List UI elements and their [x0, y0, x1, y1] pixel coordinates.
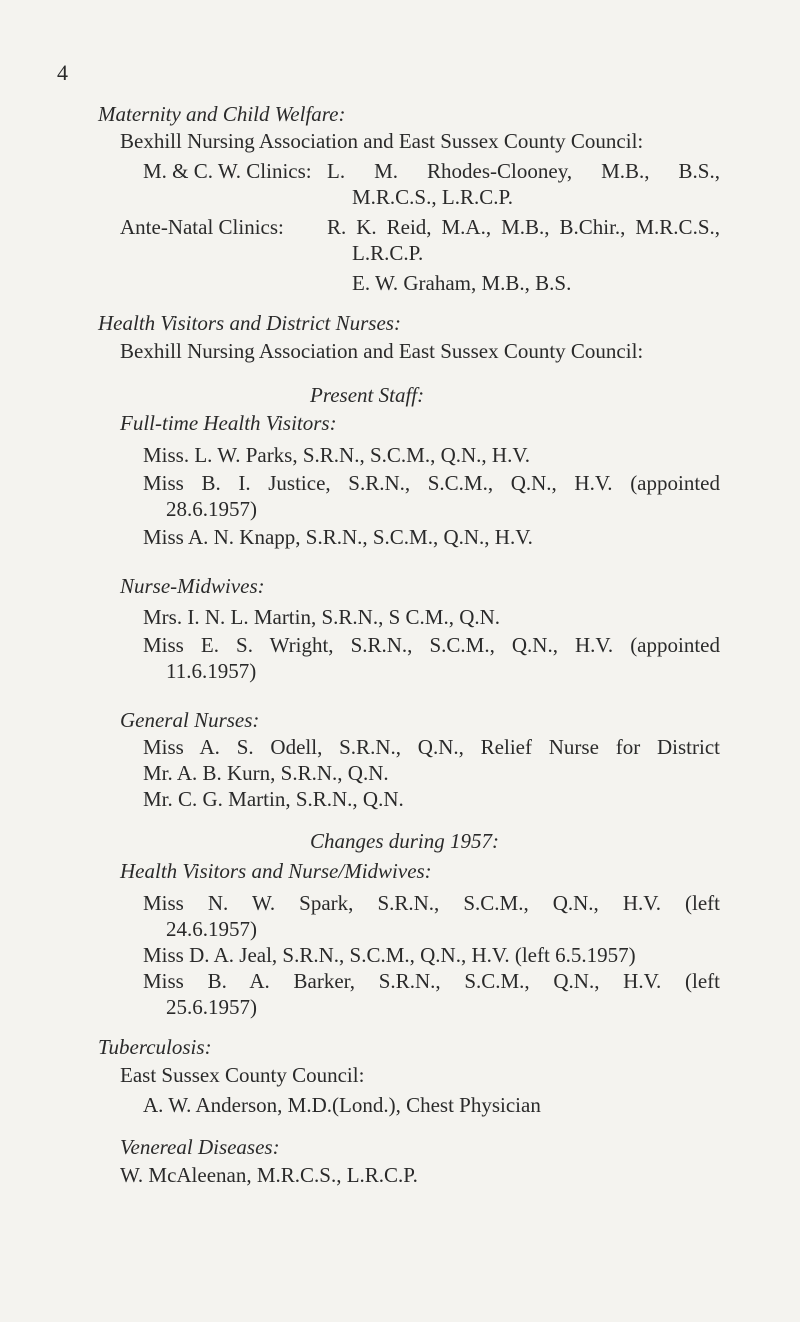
general-heading: General Nurses:	[120, 708, 260, 732]
tuberculosis-provider: East Sussex County Council:	[120, 1063, 365, 1087]
change-line: Miss D. A. Jeal, S.R.N., S.C.M., Q.N., H.V. (left 6.5.1957)	[143, 943, 636, 967]
tuberculosis-heading: Tuberculosis:	[98, 1035, 212, 1059]
mc-clinics-label: M. & C. W. Clinics:	[143, 159, 312, 183]
venereal-heading: Venereal Diseases:	[120, 1135, 280, 1159]
staff-line: Miss E. S. Wright, S.R.N., S.C.M., Q.N., H.V. (appointed	[143, 633, 720, 657]
fulltime-heading: Full-time Health Visitors:	[120, 411, 337, 435]
staff-line: Miss. L. W. Parks, S.R.N., S.C.M., Q.N., H.V.	[143, 443, 531, 467]
antenatal-quals: L.R.C.P.	[352, 241, 424, 265]
page-number: 4	[57, 60, 68, 85]
staff-line: Mr. C. G. Martin, S.R.N., Q.N.	[143, 787, 404, 811]
staff-line: Miss A. N. Knapp, S.R.N., S.C.M., Q.N., H.V.	[143, 525, 533, 549]
staff-line: Mr. A. B. Kurn, S.R.N., Q.N.	[143, 761, 389, 785]
staff-line: Miss B. I. Justice, S.R.N., S.C.M., Q.N., H.V. (appointed	[143, 471, 720, 495]
change-line: 24.6.1957)	[166, 917, 257, 941]
mc-clinics-name: L. M. Rhodes-Clooney, M.B., B.S.,	[327, 159, 720, 183]
maternity-provider: Bexhill Nursing Association and East Sussex County Council:	[120, 129, 644, 153]
staff-line: 28.6.1957)	[166, 497, 257, 521]
maternity-heading: Maternity and Child Welfare:	[98, 102, 346, 126]
staff-line: Miss A. S. Odell, S.R.N., Q.N., Relief Nurse for District	[143, 735, 720, 759]
staff-line: 11.6.1957)	[166, 659, 257, 683]
tuberculosis-physician: A. W. Anderson, M.D.(Lond.), Chest Physician	[143, 1093, 541, 1117]
mc-clinics-quals: M.R.C.S., L.R.C.P.	[352, 185, 514, 209]
change-line: Miss N. W. Spark, S.R.N., S.C.M., Q.N., H.V. (left	[143, 891, 720, 915]
venereal-physician: W. McAleenan, M.R.C.S., L.R.C.P.	[120, 1163, 418, 1187]
antenatal-label: Ante-Natal Clinics:	[120, 215, 284, 239]
change-line: Miss B. A. Barker, S.R.N., S.C.M., Q.N., H.V. (left	[143, 969, 720, 993]
staff-line: Mrs. I. N. L. Martin, S.R.N., S C.M., Q.N.	[143, 605, 501, 629]
health-visitors-heading: Health Visitors and District Nurses:	[98, 311, 401, 335]
antenatal-name: R. K. Reid, M.A., M.B., B.Chir., M.R.C.S.,	[327, 215, 720, 239]
changes-heading: Changes during 1957:	[310, 829, 499, 853]
health-visitors-provider: Bexhill Nursing Association and East Sussex County Council:	[120, 339, 644, 363]
present-staff-heading: Present Staff:	[310, 383, 425, 407]
midwives-heading: Nurse-Midwives:	[120, 574, 265, 598]
change-line: 25.6.1957)	[166, 995, 257, 1019]
changes-subheading: Health Visitors and Nurse/Midwives:	[120, 859, 432, 883]
antenatal-second: E. W. Graham, M.B., B.S.	[352, 271, 572, 295]
